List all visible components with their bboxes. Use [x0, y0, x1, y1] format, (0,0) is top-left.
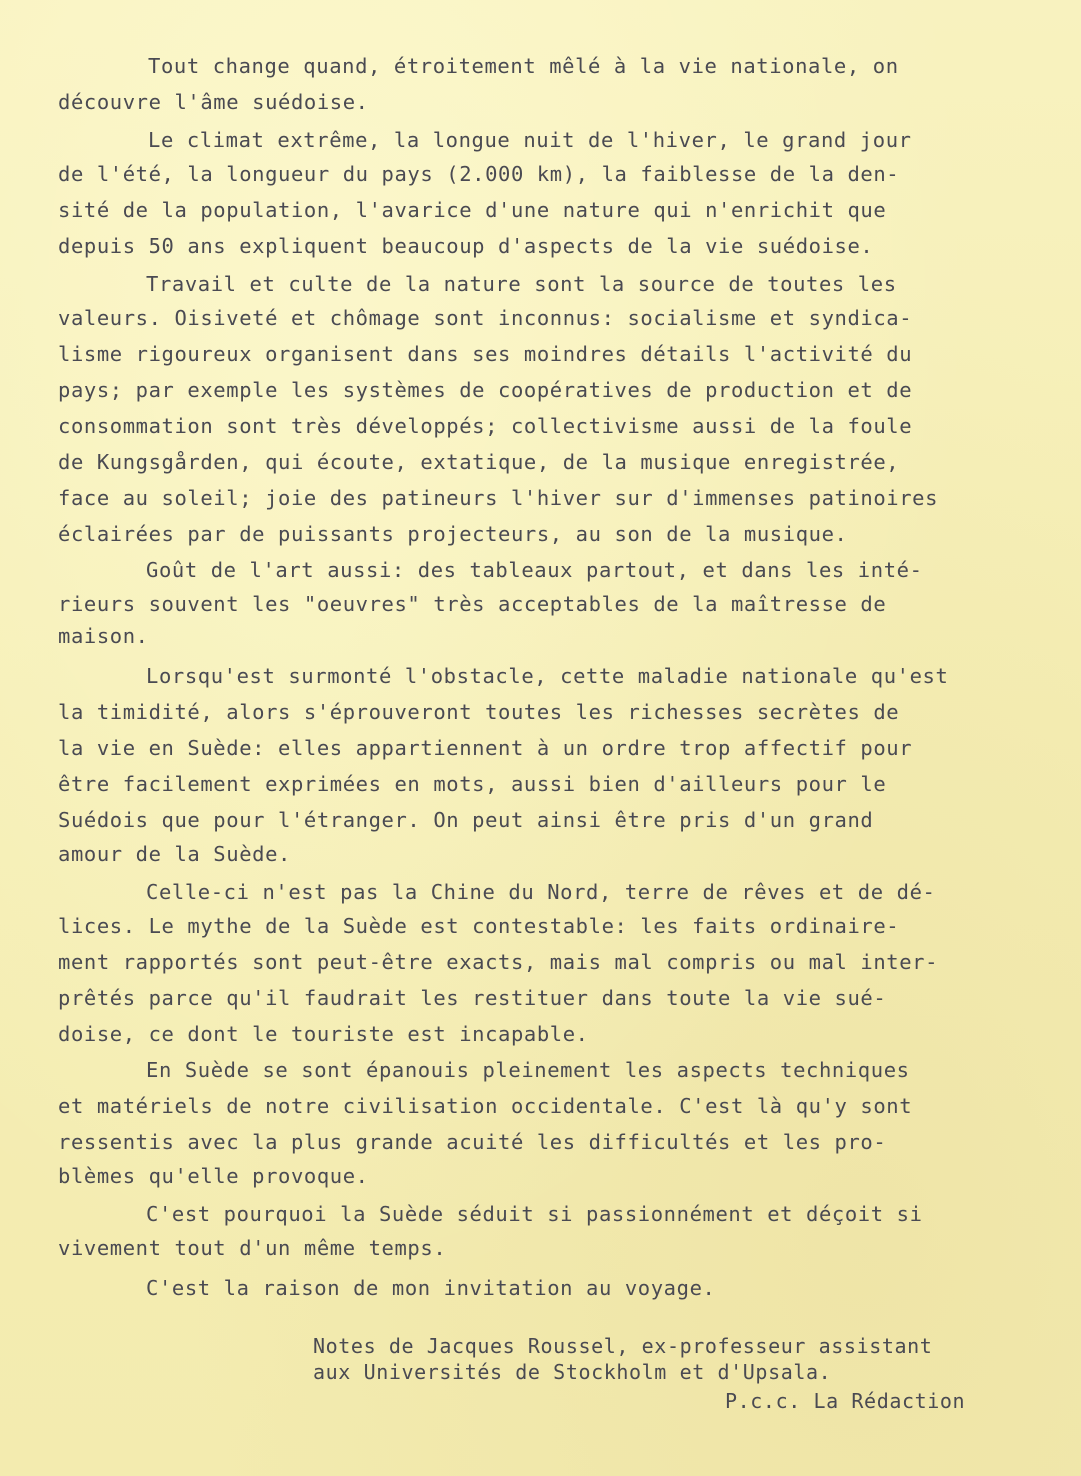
text-line: éclairées par de puissants projecteurs, au son de la musique.: [58, 522, 848, 546]
text-line: prêtés parce qu'il faudrait les restituer dans toute la vie sué-: [58, 986, 887, 1010]
text-line: rieurs souvent les "oeuvres" très acceptables de la maîtresse de: [58, 592, 887, 616]
text-line: de l'été, la longueur du pays (2.000 km), la faiblesse de la den-: [58, 162, 900, 186]
text-line: valeurs. Oisiveté et chômage sont inconnus: socialisme et syndica-: [58, 306, 913, 330]
text-line: lisme rigoureux organisent dans ses moindres détails l'activité du: [58, 342, 913, 366]
text-line: la vie en Suède: elles appartiennent à un ordre trop affectif pour: [58, 736, 913, 760]
signature-author-line: Notes de Jacques Roussel, ex-professeur assistant: [313, 1334, 933, 1358]
text-line: Celle-ci n'est pas la Chine du Nord, terre de rêves et de dé-: [146, 880, 936, 904]
text-line: de Kungsgården, qui écoute, extatique, de la musique enregistrée,: [58, 450, 900, 474]
text-line: la timidité, alors s'éprouveront toutes les richesses secrètes de: [58, 700, 900, 724]
text-line: sité de la population, l'avarice d'une nature qui n'enrichit que: [58, 198, 887, 222]
text-line: amour de la Suède.: [58, 842, 291, 866]
text-line: Travail et culte de la nature sont la source de toutes les: [146, 272, 897, 296]
signature-affiliation-line: aux Universités de Stockholm et d'Upsala.: [313, 1360, 832, 1384]
text-line: Suédois que pour l'étranger. On peut ainsi être pris d'un grand: [58, 808, 874, 832]
text-line: vivement tout d'un même temps.: [58, 1236, 447, 1260]
text-line: être facilement exprimées en mots, aussi bien d'ailleurs pour le: [58, 772, 887, 796]
text-line: depuis 50 ans expliquent beaucoup d'aspects de la vie suédoise.: [58, 234, 874, 258]
text-line: lices. Le mythe de la Suède est contestable: les faits ordinaire-: [58, 914, 900, 938]
text-line: En Suède se sont épanouis pleinement les aspects techniques: [146, 1058, 910, 1082]
text-line: consommation sont très développés; collectivisme aussi de la foule: [58, 414, 913, 438]
text-line: ment rapportés sont peut-être exacts, mais mal compris ou mal inter-: [58, 950, 939, 974]
text-line: Le climat extrême, la longue nuit de l'hiver, le grand jour: [148, 128, 912, 152]
text-line: Goût de l'art aussi: des tableaux partout, et dans les inté-: [146, 558, 923, 582]
signature-editor-line: P.c.c. La Rédaction: [725, 1389, 966, 1413]
text-line: Tout change quand, étroitement mêlé à la vie nationale, on: [148, 54, 899, 78]
text-line: et matériels de notre civilisation occidentale. C'est là qu'y sont: [58, 1094, 913, 1118]
text-line: C'est pourquoi la Suède séduit si passionnément et déçoit si: [146, 1202, 923, 1226]
text-line: C'est la raison de mon invitation au voyage.: [146, 1276, 716, 1300]
text-line: ressentis avec la plus grande acuité les difficultés et les pro-: [58, 1130, 887, 1154]
text-line: face au soleil; joie des patineurs l'hiver sur d'immenses patinoires: [58, 486, 939, 510]
text-line: découvre l'âme suédoise.: [58, 90, 369, 114]
text-line: maison.: [58, 624, 149, 648]
text-line: Lorsqu'est surmonté l'obstacle, cette maladie nationale qu'est: [146, 664, 949, 688]
text-line: blèmes qu'elle provoque.: [58, 1164, 369, 1188]
text-line: doise, ce dont le touriste est incapable.: [58, 1022, 589, 1046]
text-line: pays; par exemple les systèmes de coopératives de production et de: [58, 378, 913, 402]
